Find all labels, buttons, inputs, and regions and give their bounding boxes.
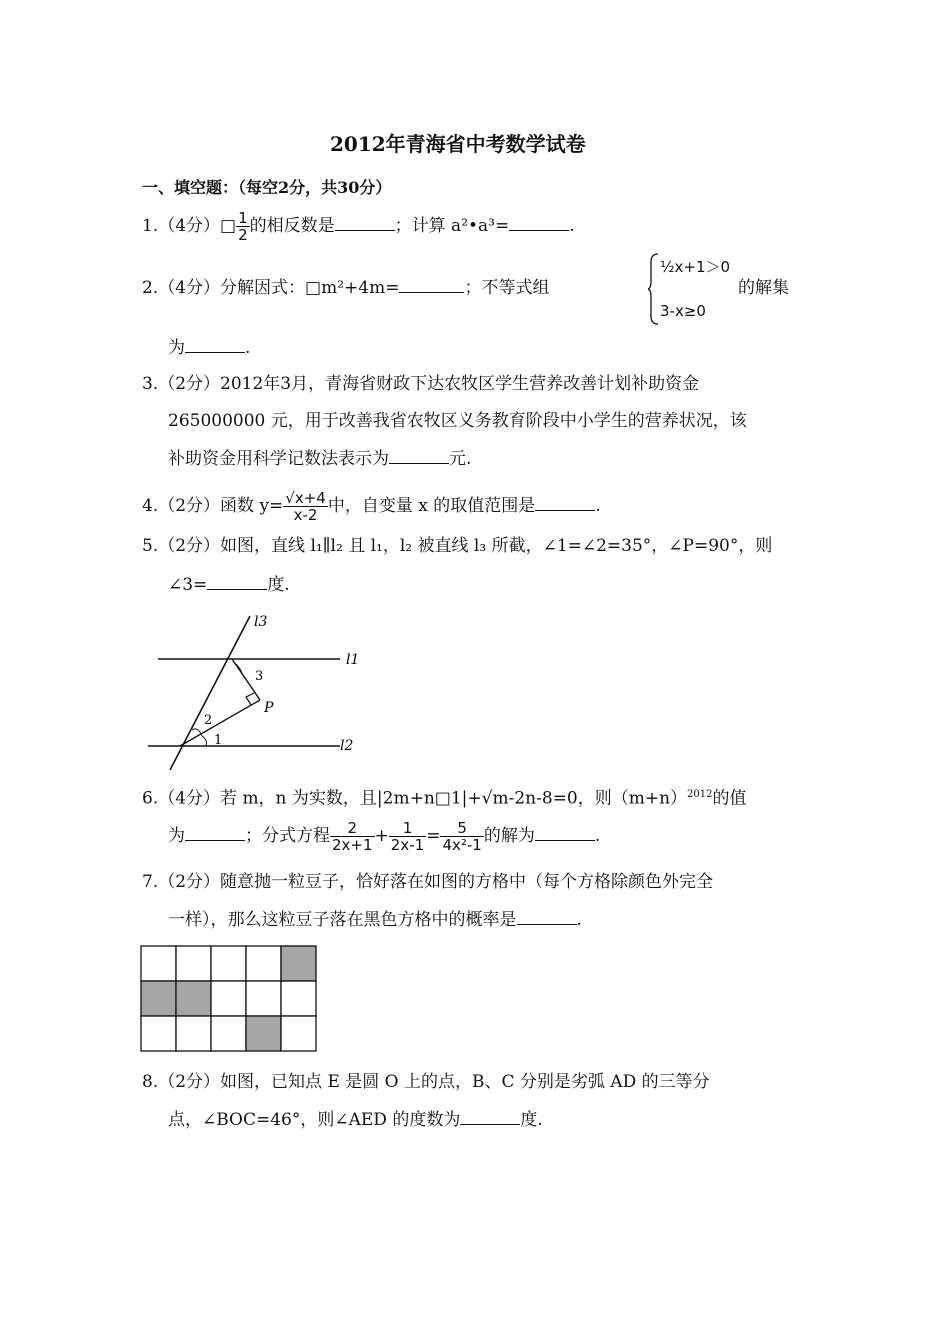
q6-line1-text: 6.（4分）若 m，n 为实数，且|2m+n□1|+√m-2n-8=0，则（m+n） xyxy=(142,788,688,809)
q6-line2-b: ；分式方程 xyxy=(245,826,330,846)
answer-blank[interactable] xyxy=(207,575,267,590)
grid-cell xyxy=(211,946,246,981)
answer-blank[interactable] xyxy=(335,216,395,231)
answer-blank[interactable] xyxy=(185,338,245,353)
grid-cell xyxy=(211,981,246,1016)
q5-line1: 5.（2分）如图，直线 l₁∥l₂ 且 l₁，l₂ 被直线 l₃ 所截，∠1=∠2=35°，∠P=90°，则 xyxy=(142,536,773,556)
q8-line1: 8.（2分）如图，已知点 E 是圆 O 上的点，B、C 分别是劣弧 AD 的三等分 xyxy=(142,1072,710,1092)
parallel-lines-figure xyxy=(140,608,380,778)
q6-line2: 为 ；分式方程 $\frac{2}{2x+1}$ + $\frac{1}{2x-1}$ = $\frac{5}{\text{4x²-1}}$ 的解为 . xyxy=(168,819,601,854)
q1-text2: ；计算 a²•a³= xyxy=(394,216,510,236)
grid-cell xyxy=(211,1016,246,1051)
question-2 xyxy=(142,278,549,298)
q6-fraction-3: $\frac{5}{\text{4x²-1}}$ xyxy=(442,819,482,854)
q7-line1: 7.（2分）随意抛一粒豆子，恰好落在如图的方格中（每个方格除颜色外完全 xyxy=(142,872,714,892)
q6-end: . xyxy=(594,826,601,846)
q7-line2-text: 一样），那么这粒豆子落在黑色方格中的概率是 xyxy=(168,910,517,930)
system-line-1: ½x+1＞0 xyxy=(660,258,731,276)
q2-prefix: 2.（4分）分解因式：□m²+4m= xyxy=(142,278,400,298)
answer-blank[interactable] xyxy=(185,826,245,841)
answer-blank[interactable] xyxy=(535,826,595,841)
grid-cell-shaded xyxy=(246,1016,281,1051)
q6-fraction-2: $\frac{1}{2x-1}$ xyxy=(390,819,425,854)
label-p: P xyxy=(264,700,274,716)
q3-line3-text: 补助资金用科学记数法表示为 xyxy=(168,449,389,469)
grid-cell xyxy=(176,1016,211,1051)
q8-line2-text: 点，∠BOC=46°，则∠AED 的度数为 xyxy=(168,1110,461,1130)
q1-fraction: $\frac{1}{2}$ xyxy=(238,209,248,244)
q2-line2-text: 为 xyxy=(168,338,185,358)
q4-text: 中，自变量 x 的取值范围是 xyxy=(327,496,536,516)
system-line-2: 3-x≥0 xyxy=(660,302,706,320)
grid-cell-shaded xyxy=(281,946,316,981)
angle-1: 1 xyxy=(214,733,223,748)
q6-line2-a: 为 xyxy=(168,826,185,846)
page-title: 2012年青海省中考数学试卷 xyxy=(330,132,586,156)
q5-line2-text: ∠3= xyxy=(168,575,208,595)
grid-cell-shaded xyxy=(176,981,211,1016)
grid-cell xyxy=(141,946,176,981)
grid-cell-shaded xyxy=(141,981,176,1016)
question-4 xyxy=(142,490,601,523)
q8-line2 xyxy=(168,1110,543,1130)
q6-line2-c: 的解为 xyxy=(483,826,535,846)
label-l2: l2 xyxy=(340,738,354,754)
q7-end: . xyxy=(576,910,582,930)
question-1 xyxy=(142,210,575,243)
grid-cell xyxy=(281,981,316,1016)
q6-exponent: 2012 xyxy=(687,789,713,800)
q1-end: . xyxy=(569,216,575,236)
label-l3: l3 xyxy=(254,614,268,630)
grid-cell xyxy=(176,946,211,981)
q3-line3 xyxy=(168,449,471,469)
inequality-system xyxy=(648,252,738,330)
q1-prefix: 1.（4分）□ xyxy=(142,216,237,236)
grid-cell xyxy=(281,1016,316,1051)
answer-blank[interactable] xyxy=(509,216,569,231)
q2-end: . xyxy=(245,338,251,358)
probability-grid xyxy=(140,945,320,1055)
q2-line2 xyxy=(168,338,250,358)
answer-blank[interactable] xyxy=(535,496,595,511)
q8-end: 度. xyxy=(520,1110,543,1130)
q3-end: 元. xyxy=(449,449,472,469)
q4-end: . xyxy=(595,496,601,516)
grid-cell xyxy=(246,981,281,1016)
grid-cell xyxy=(141,1016,176,1051)
section-heading: 一、填空题：（每空2分，共30分） xyxy=(142,178,392,197)
q6-line1-end: 的值 xyxy=(712,788,747,809)
q6-line1 xyxy=(142,785,746,809)
answer-blank[interactable] xyxy=(399,278,464,293)
q6-fraction-1: $\frac{2}{2x+1}$ xyxy=(332,819,373,854)
q3-line1: 3.（2分）2012年3月，青海省财政下达农牧区学生营养改善计划补助资金 xyxy=(142,374,700,394)
grid-cell xyxy=(246,946,281,981)
q1-text: 的相反数是 xyxy=(249,216,335,236)
label-l1: l1 xyxy=(346,652,360,668)
q4-prefix: 4.（2分）函数 y= xyxy=(142,496,284,516)
angle-2: 2 xyxy=(204,713,213,728)
q2-after: 的解集 xyxy=(738,278,789,298)
q5-end: 度. xyxy=(267,575,290,595)
q2-text: ；不等式组 xyxy=(464,278,550,298)
q3-line2: 265000000 元，用于改善我省农牧区义务教育阶段中小学生的营养状况，该 xyxy=(168,411,747,431)
answer-blank[interactable] xyxy=(517,910,577,925)
answer-blank[interactable] xyxy=(460,1110,520,1125)
q5-line2 xyxy=(168,575,290,595)
q4-fraction: $\frac{√x+4}{x-2}$ xyxy=(285,489,326,524)
q7-line2 xyxy=(168,910,582,930)
angle-3: 3 xyxy=(255,669,264,684)
answer-blank[interactable] xyxy=(389,449,449,464)
